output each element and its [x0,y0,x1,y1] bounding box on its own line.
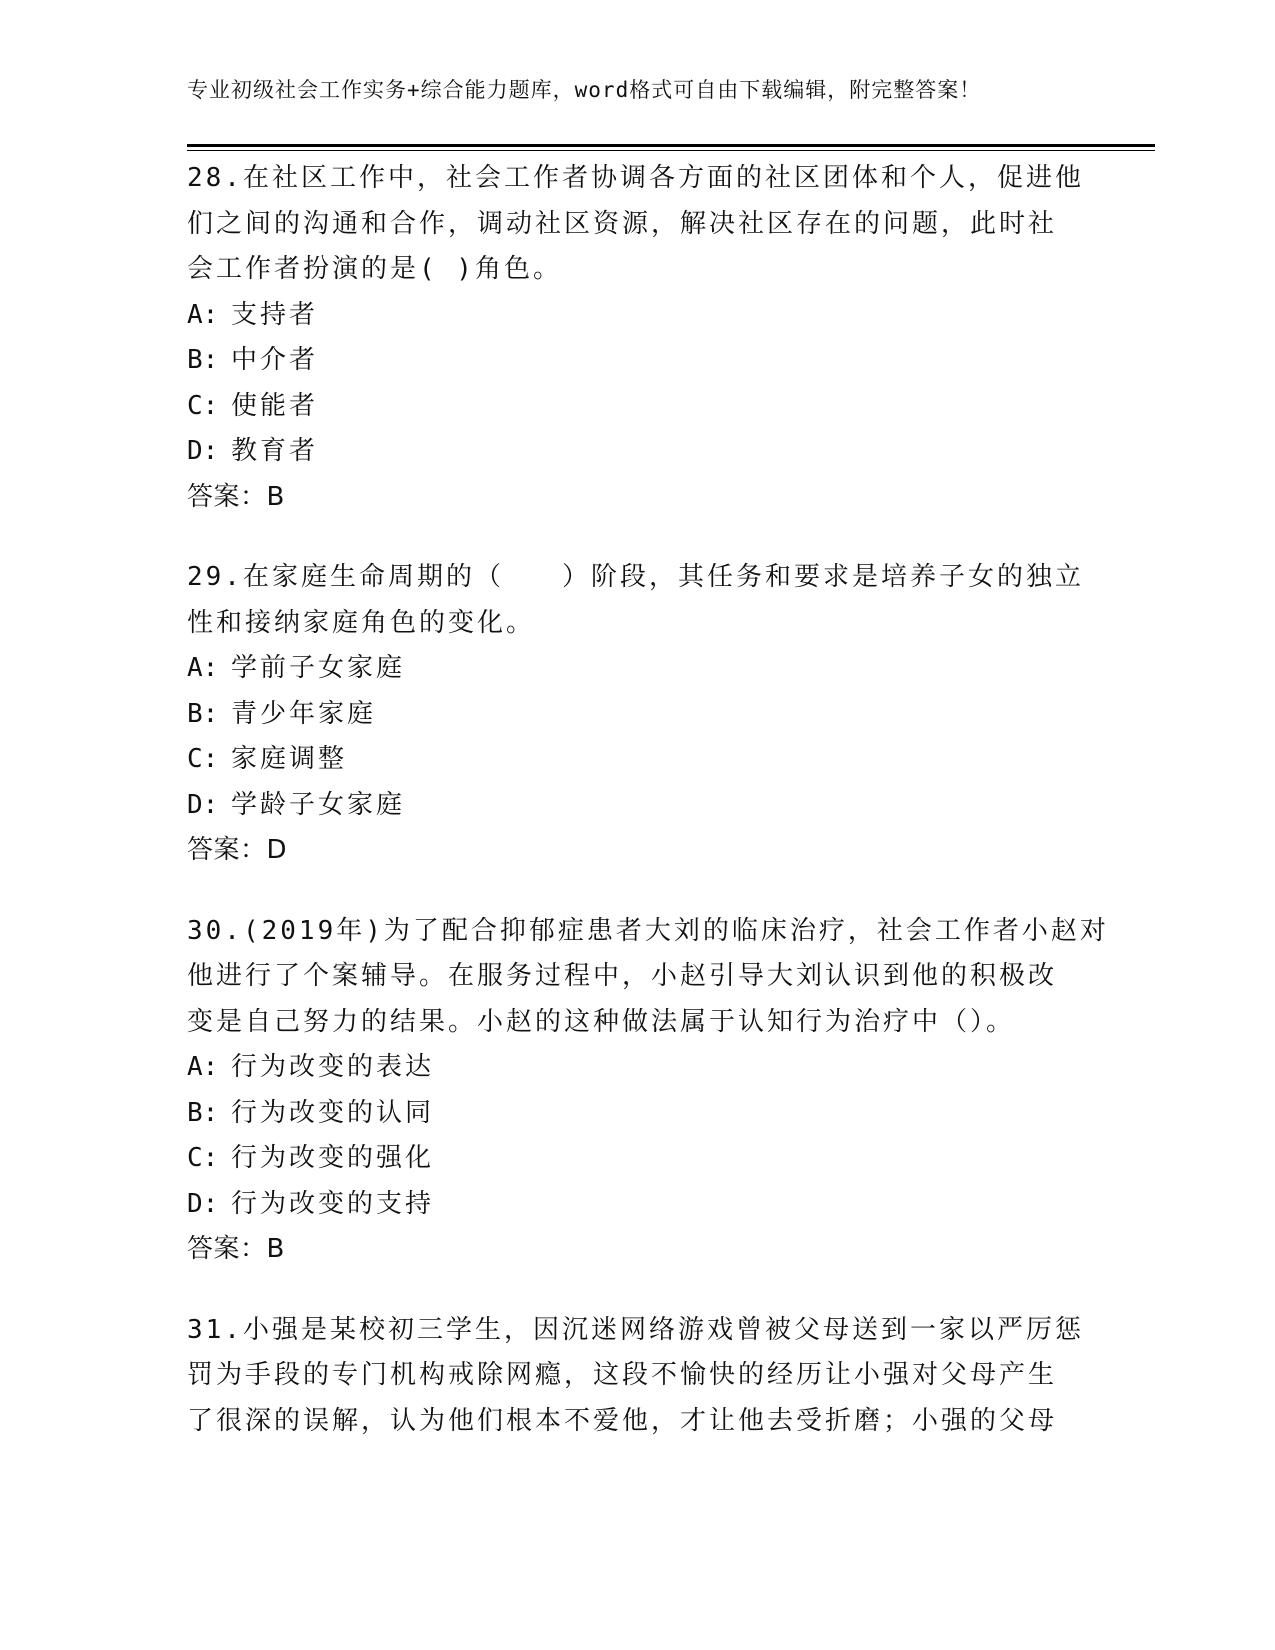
question-28 [187,156,1087,520]
question-list [187,156,1109,1479]
option-letter: B: [187,698,219,729]
option-text: 行为改变的强化 [231,1143,435,1173]
option-text: 中介者 [231,345,319,375]
option-letter: C: [187,1143,219,1173]
option-d [187,1182,1087,1228]
option-letter: A: [187,653,219,683]
option-letter: D: [187,1188,219,1219]
option-letter: D: [187,789,219,820]
option-b [187,692,1087,738]
option-c [187,737,1087,783]
question-text-line: 了很深的误解，认为他们根本不爱他，才让他去受折磨；小强的父母 [187,1405,1058,1436]
question-text-line: 29.在家庭生命周期的（ ）阶段，其任务和要求是培养子女的独立 [187,562,1084,592]
header-rule-thick [187,144,1155,147]
question-text-line: 28.在社区工作中，社会工作者协调各方面的社区团体和个人，促进他 [187,163,1084,193]
question-text-line: 他进行了个案辅导。在服务过程中，小赵引导大刘认识到他的积极改 [187,961,1058,991]
header-rule-thin [187,150,1155,151]
option-letter: A: [187,1052,219,1082]
option-text: 行为改变的表达 [231,1052,435,1082]
question-30 [187,909,1109,1273]
option-letter: B: [187,1097,219,1128]
question-text-line: 们之间的沟通和合作，调动社区资源，解决社区存在的问题，此时社 [187,208,1058,239]
option-a [187,646,1087,692]
option-d [187,783,1087,829]
option-d [187,429,1087,475]
option-text: 家庭调整 [231,744,348,774]
answer-line: 答案：B [187,1234,285,1264]
question-text-line: 性和接纳家庭角色的变化。 [187,607,536,638]
option-letter: B: [187,345,219,375]
option-letter: C: [187,744,219,774]
option-text: 支持者 [231,299,319,330]
question-text-line: 30.(2019年)为了配合抑郁症患者大刘的临床治疗，社会工作者小赵对 [187,915,1109,946]
option-letter: C: [187,390,219,421]
option-a [187,293,1087,339]
answer-line: 答案：D [187,835,288,865]
question-29 [187,555,1087,874]
page-header: 专业初级社会工作实务+综合能力题库，word格式可自由下载编辑，附完整答案！ [187,78,982,102]
option-text: 教育者 [231,436,319,466]
option-text: 青少年家庭 [231,698,377,729]
option-a [187,1045,1087,1091]
option-c [187,1136,1087,1182]
option-letter: D: [187,436,219,466]
option-b [187,1091,1087,1137]
option-text: 行为改变的认同 [231,1097,435,1128]
question-text-line: 会工作者扮演的是( )角色。 [187,254,562,284]
question-text-line: 罚为手段的专门机构戒除网瘾，这段不愉快的经历让小强对父母产生 [187,1360,1058,1390]
question-31 [187,1308,1087,1445]
option-text: 学龄子女家庭 [231,789,406,820]
option-text: 行为改变的支持 [231,1188,435,1219]
option-text: 使能者 [231,390,319,421]
option-c [187,384,1087,430]
answer-line: 答案：B [187,481,285,512]
question-text-line: 变是自己努力的结果。小赵的这种做法属于认知行为治疗中（）。 [187,1006,1016,1037]
option-letter: A: [187,299,219,330]
option-text: 学前子女家庭 [231,653,406,683]
option-b [187,338,1087,384]
question-text-line: 31.小强是某校初三学生，因沉迷网络游戏曾被父母送到一家以严厉惩 [187,1314,1084,1345]
